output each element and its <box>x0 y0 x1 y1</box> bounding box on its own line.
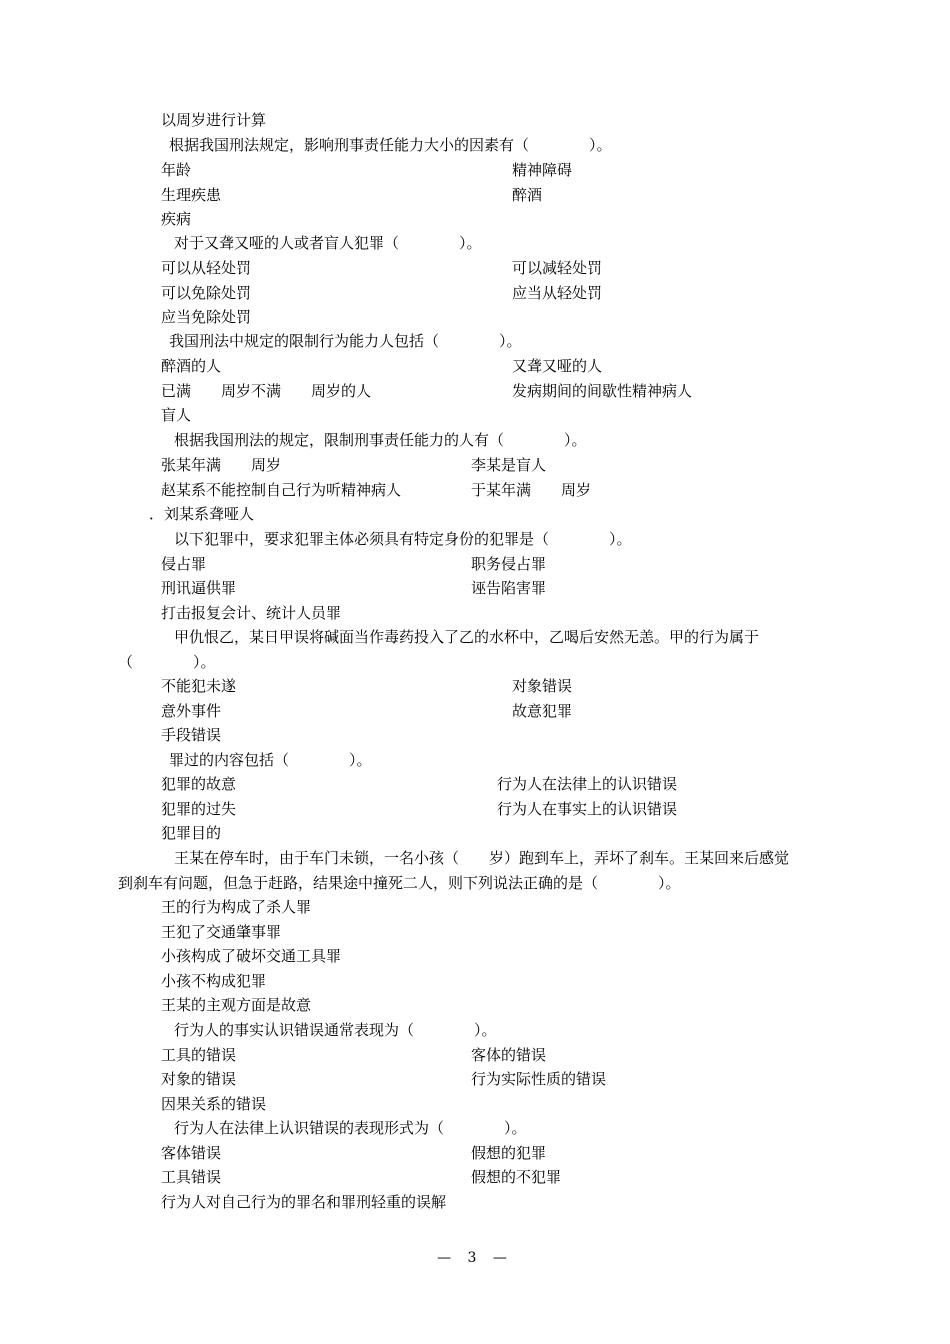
question-4: 根据我国刑法的规定，限制刑事责任能力的人有（ ）。 <box>174 431 587 449</box>
question-5: 以下犯罪中，要求犯罪主体必须具有特定身份的犯罪是（ ）。 <box>174 530 632 548</box>
option: 行为实际性质的错误 <box>471 1070 607 1088</box>
question-7: 罪过的内容包括（ ）。 <box>169 751 372 769</box>
option: 职务侵占罪 <box>471 555 547 573</box>
option: 于某年满 周岁 <box>471 481 592 499</box>
option: 疾病 <box>161 210 192 228</box>
option: 假想的犯罪 <box>471 1144 547 1162</box>
option: 意外事件 <box>161 702 222 720</box>
question-1: 根据我国刑法规定，影响刑事责任能力大小的因素有（ ）。 <box>169 136 612 154</box>
option: 行为人在法律上的认识错误 <box>497 775 678 793</box>
option: 手段错误 <box>161 726 222 744</box>
option: 张某年满 周岁 <box>161 456 282 474</box>
option: 发病期间的间歇性精神病人 <box>512 382 693 400</box>
option: 刑讯逼供罪 <box>161 579 237 597</box>
option: 已满 周岁不满 周岁的人 <box>161 382 372 400</box>
question-9: 行为人的事实认识错误通常表现为（ ）。 <box>174 1021 497 1039</box>
option: 醉酒 <box>512 186 543 204</box>
question-6: 甲仇恨乙，某日甲误将碱面当作毒药投入了乙的水杯中，乙喝后安然无恙。甲的行为属于 <box>174 628 760 646</box>
option: 因果关系的错误 <box>161 1095 267 1113</box>
option: 应当从轻处罚 <box>512 284 603 302</box>
option: 客体的错误 <box>471 1046 547 1064</box>
question-8: 王某在停车时，由于车门未锁，一名小孩（ 岁）跑到车上，弄坏了刹车。王某回来后感觉 <box>174 849 790 867</box>
option: 可以减轻处罚 <box>512 259 603 277</box>
option: 假想的不犯罪 <box>471 1168 562 1186</box>
option: 客体错误 <box>161 1144 222 1162</box>
option: 打击报复会计、统计人员罪 <box>161 604 342 622</box>
option: 犯罪的过失 <box>161 800 237 818</box>
option: 小孩构成了破坏交通工具罪 <box>161 947 342 965</box>
option: 故意犯罪 <box>512 702 573 720</box>
option: 对象错误 <box>512 677 573 695</box>
option: 赵某系不能控制自己行为听精神病人 <box>161 481 402 499</box>
option: 工具的错误 <box>161 1046 237 1064</box>
option: 王犯了交通肇事罪 <box>161 923 282 941</box>
option: 不能犯未遂 <box>161 677 237 695</box>
option: 可以免除处罚 <box>161 284 252 302</box>
question-6-continued: （ ）。 <box>118 653 216 671</box>
option: 王的行为构成了杀人罪 <box>161 898 312 916</box>
option: 盲人 <box>161 406 192 424</box>
question-2: 对于又聋又哑的人或者盲人犯罪（ ）。 <box>174 234 482 252</box>
option: 诬告陷害罪 <box>471 579 547 597</box>
option: 醉酒的人 <box>161 357 222 375</box>
option: 生理疾患 <box>161 186 222 204</box>
option: 侵占罪 <box>161 555 207 573</box>
option: ．刘某系聋哑人 <box>149 505 255 523</box>
option: 对象的错误 <box>161 1070 237 1088</box>
option: 可以从轻处罚 <box>161 259 252 277</box>
option: 工具错误 <box>161 1168 222 1186</box>
option: 小孩不构成犯罪 <box>161 972 267 990</box>
question-8-continued: 到刹车有问题，但急于赶路，结果途中撞死二人，则下列说法正确的是（ ）。 <box>118 874 681 892</box>
option: 王某的主观方面是故意 <box>161 996 312 1014</box>
option: 李某是盲人 <box>471 456 547 474</box>
page-number: — 3 — <box>437 1250 513 1266</box>
text-line: 以周岁进行计算 <box>161 111 267 129</box>
option: 精神障碍 <box>512 161 573 179</box>
option: 又聋又哑的人 <box>512 357 603 375</box>
option: 行为人对自己行为的罪名和罪刑轻重的误解 <box>161 1193 447 1211</box>
option: 行为人在事实上的认识错误 <box>497 800 678 818</box>
option: 犯罪目的 <box>161 824 222 842</box>
option: 应当免除处罚 <box>161 308 252 326</box>
question-10: 行为人在法律上认识错误的表现形式为（ ）。 <box>174 1119 527 1137</box>
option: 年龄 <box>161 161 192 179</box>
question-3: 我国刑法中规定的限制行为能力人包括（ ）。 <box>169 332 522 350</box>
option: 犯罪的故意 <box>161 775 237 793</box>
